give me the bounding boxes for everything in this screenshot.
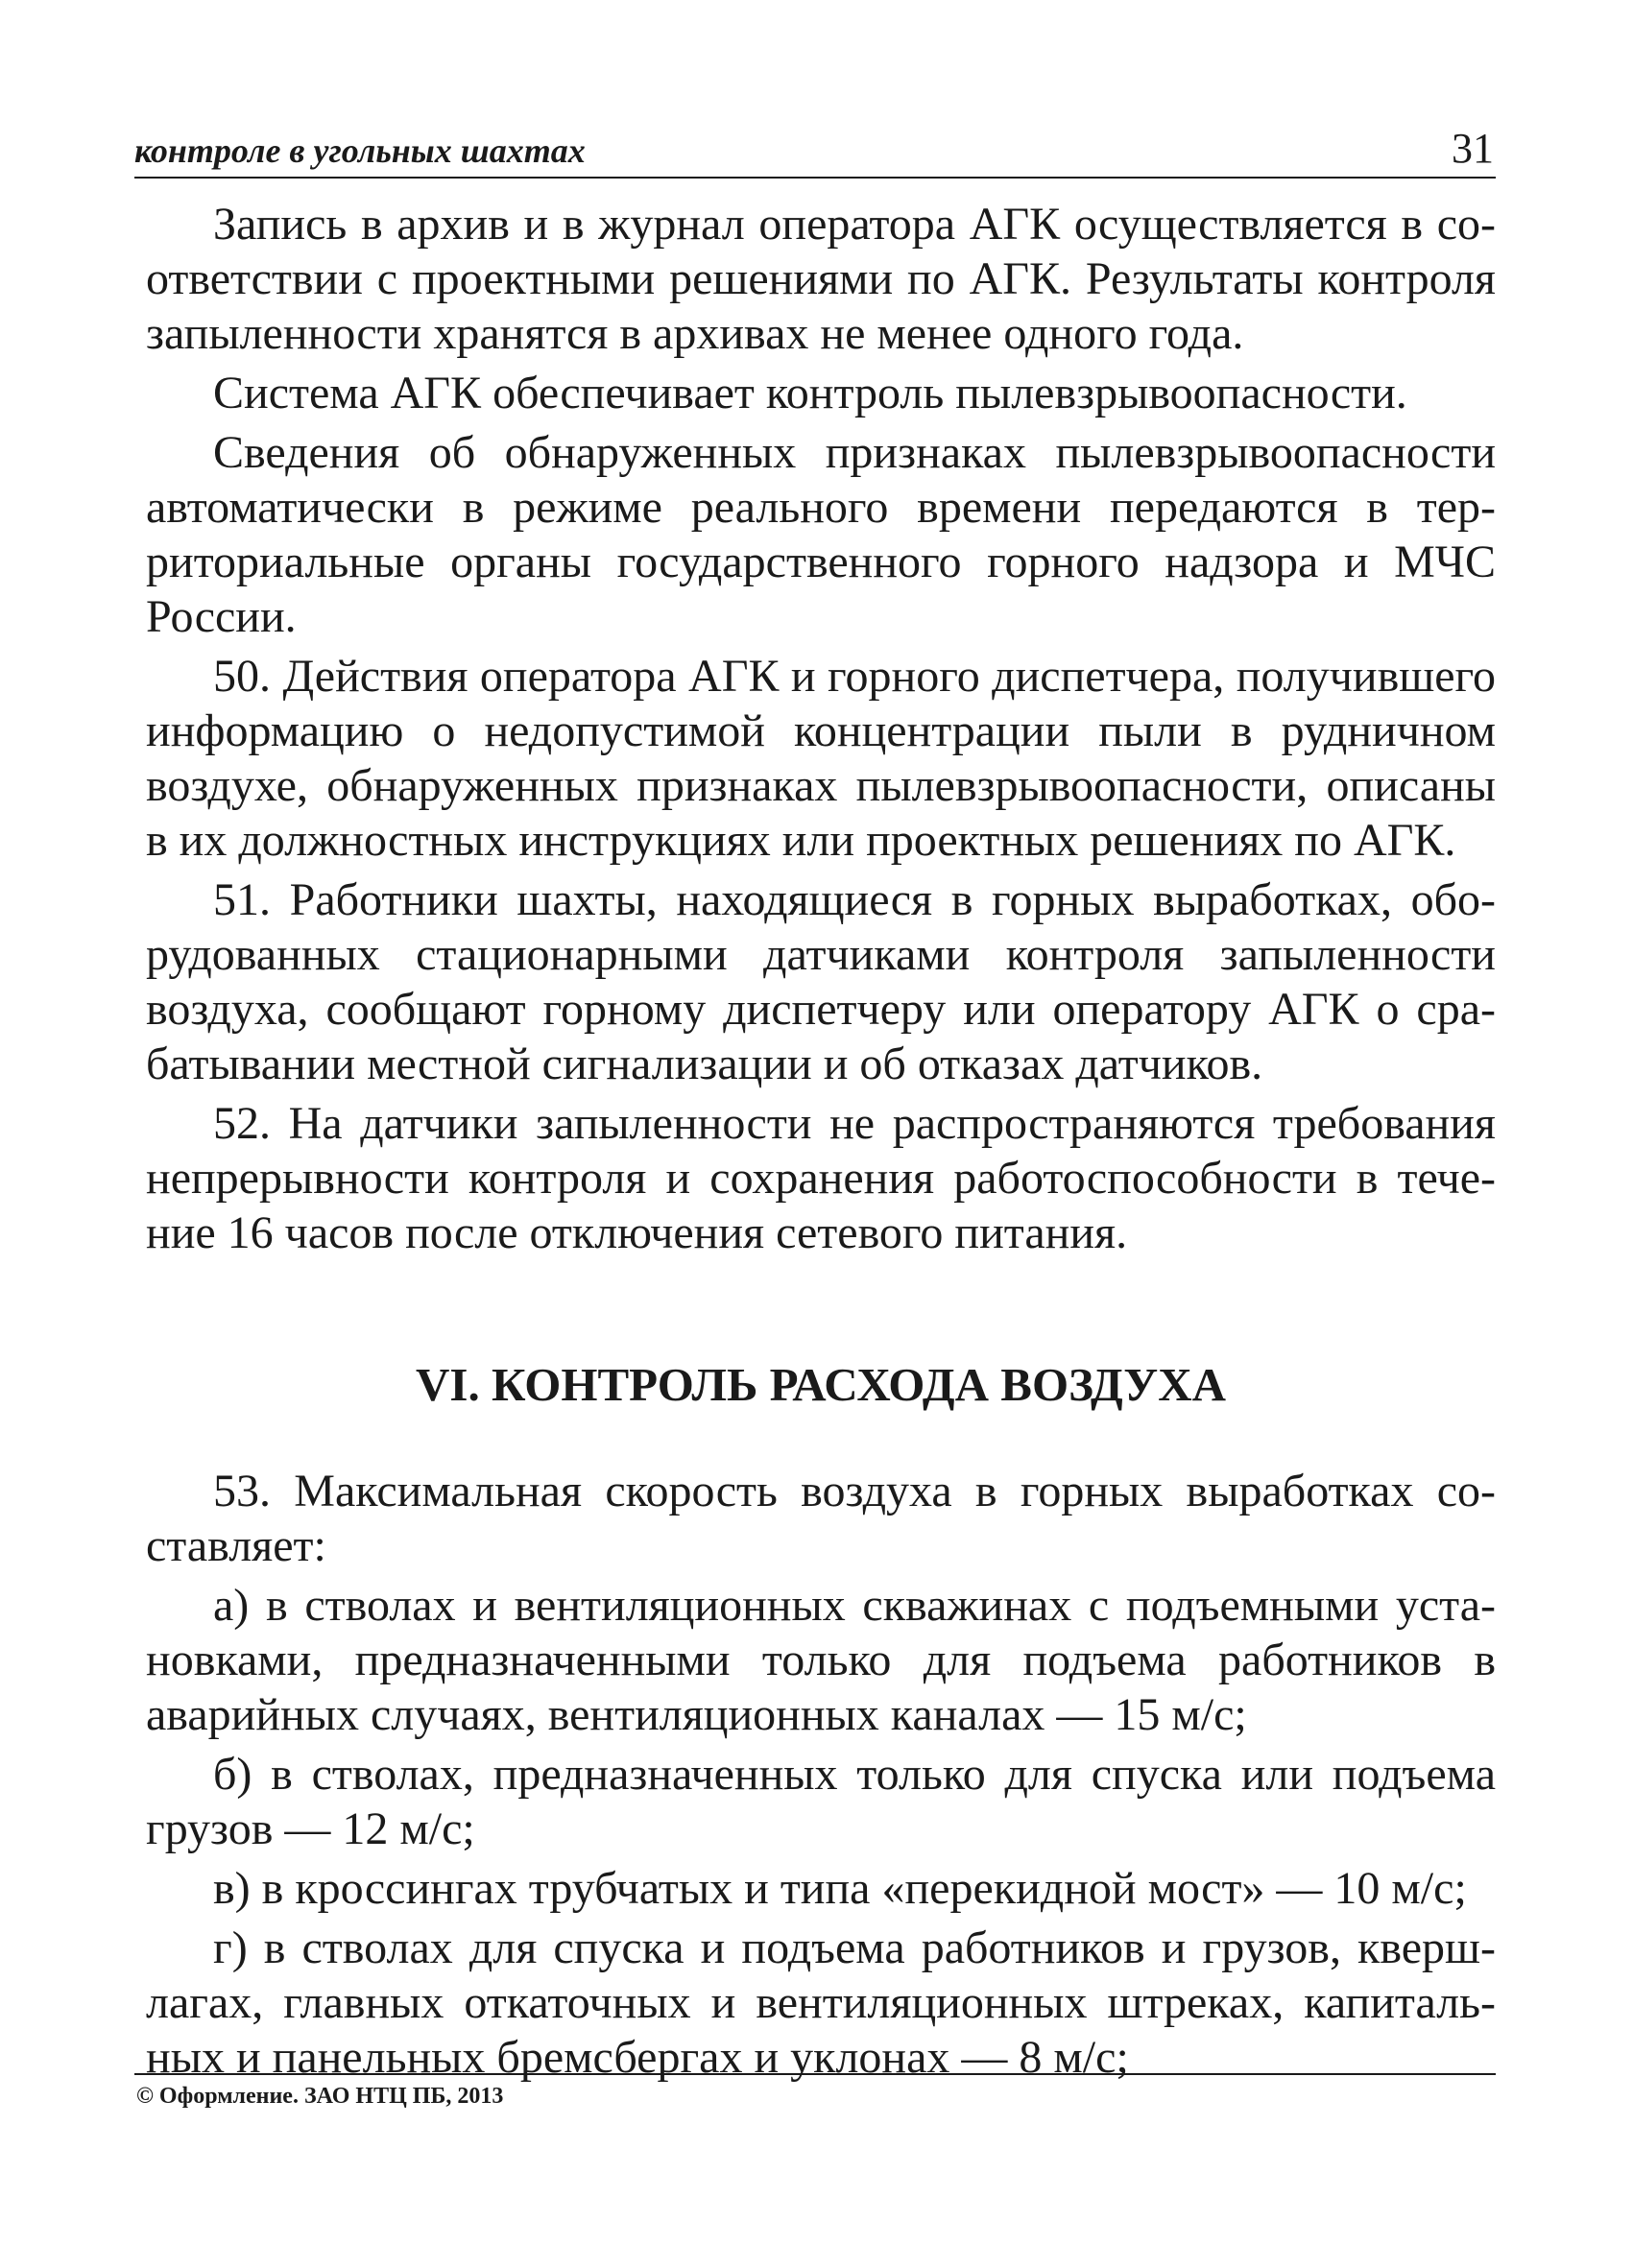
paragraph-item-51: 51. Работники шахты, находящиеся в горных выработках, оборудованных стационарными датчиками контроля запыленности воздуха, сообщают горному диспетчеру или оператору АГК о срабатывании местной сигнализации и об отказах датчиков. xyxy=(146,874,1496,1089)
list-item-v: в) в кроссингах трубчатых и типа «перекидной мост» — 10 м/с; xyxy=(213,1863,1467,1914)
paragraph: Запись в архив и в журнал оператора АГК осуществляется в соответствии с проектными решениями по АГК. Результаты контроля запыленности хранятся в архивах не менее одного года. xyxy=(146,199,1496,359)
list-item-a: а) в стволах и вентиляционных скважинах с подъемными установками, предназначенными только для подъема работников в аварийных случаях, вентиляционных каналах — 15 м/с; xyxy=(146,1580,1496,1740)
footer-copyright: © Оформление. ЗАО НТЦ ПБ, 2013 xyxy=(136,2084,504,2109)
page-body xyxy=(146,197,1496,2089)
paragraph-item-53: 53. Максимальная скорость воздуха в горных выработках составляет: xyxy=(146,1466,1496,1571)
footer-divider xyxy=(134,2073,1496,2075)
page-number: 31 xyxy=(1452,125,1494,172)
section-heading: VI. КОНТРОЛЬ РАСХОДА ВОЗДУХА xyxy=(415,1358,1226,1411)
list-item-b: б) в стволах, предназначенных только для спуска или подъема грузов — 12 м/с; xyxy=(146,1749,1496,1854)
paragraph: Система АГК обеспечивает контроль пылевзрывоопасности. xyxy=(213,368,1407,418)
page-header xyxy=(134,123,1496,179)
list-item-g: г) в стволах для спуска и подъема работников и грузов, квершлагах, главных откаточных и вентиляционных штреках, капитальных и панельных бремсбергах и уклонах — 8 м/с; xyxy=(146,1922,1496,2083)
running-title: контроле в угольных шахтах xyxy=(134,131,586,170)
paragraph-item-50: 50. Действия оператора АГК и горного диспетчера, получившего информацию о недопустимой концентрации пыли в рудничном воздухе, обнаруженных признаках пылевзрывоопасности, описаны в их должностных инструкциях или проектных решениях по АГК. xyxy=(146,651,1496,866)
paragraph-item-52: 52. На датчики запыленности не распространяются требования непрерывности контроля и сохранения работоспособности в течение 16 часов после отключения сетевого питания. xyxy=(146,1098,1496,1258)
paragraph: Сведения об обнаруженных признаках пылевзрывоопасности автоматически в режиме реального времени передаются в территориальные органы государственного горного надзора и МЧС России. xyxy=(146,427,1496,642)
